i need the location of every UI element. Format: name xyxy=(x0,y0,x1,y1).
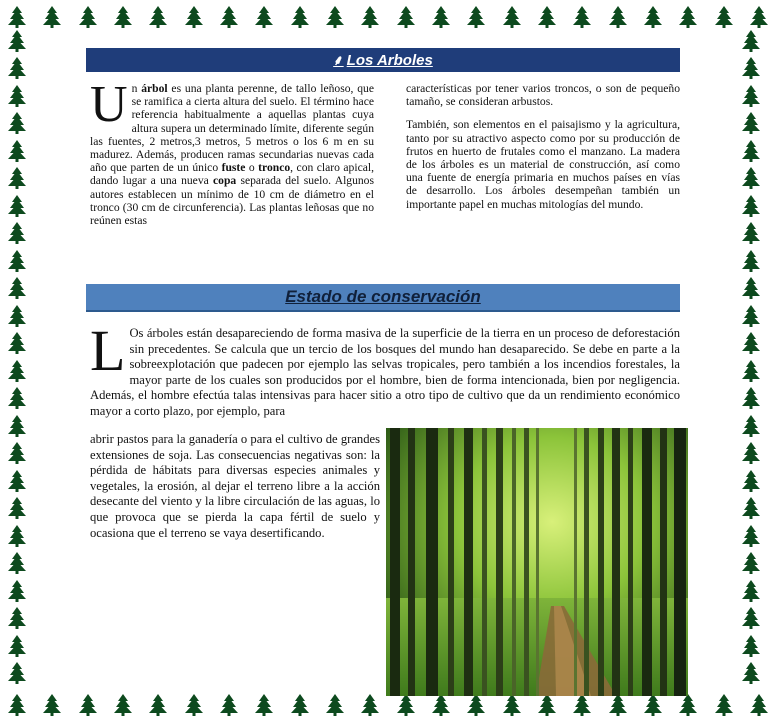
pine-tree-icon xyxy=(432,694,450,716)
pine-tree-icon xyxy=(8,442,26,464)
intro-text: es una planta perenne, de tallo leñoso, que se ramifica a cierta altura del suelo. El término hace referencia habitualmente a aquellas plantas cuya altura supera un determinado límite, diferente según las fuentes, 2 metros,3 metros, 5 metros o los 6 m en su madurez. Además, producen ramas secundarias nuevas cada año que parten de un único xyxy=(90,82,374,175)
intro-text: o xyxy=(245,161,259,175)
tree-trunk xyxy=(536,428,539,696)
pine-tree-icon xyxy=(185,694,203,716)
pine-tree-icon xyxy=(742,332,760,354)
pine-tree-icon xyxy=(291,6,309,28)
term-tronco: tronco xyxy=(258,161,291,175)
pine-tree-icon xyxy=(467,694,485,716)
tree-trunk xyxy=(574,428,577,696)
conservation-section xyxy=(90,318,680,420)
intro-paragraph-continued: características por tener varios troncos, o son de pequeño tamaño, se consideran arbustos. xyxy=(406,82,680,109)
conservation-paragraph xyxy=(90,318,680,420)
pine-tree-icon xyxy=(326,6,344,28)
pine-tree-icon xyxy=(8,112,26,134)
intro-paragraph xyxy=(90,76,374,228)
section-banner xyxy=(86,284,680,312)
intro-text: separada del suelo. Algunos autores establecen un mínimo de 10 cm de diámetro en el tronco (30 cm de circunferencia). Las plantas leñosas que no reúnen estas xyxy=(90,174,374,228)
tree-trunk xyxy=(390,428,400,696)
dropcap-l: L xyxy=(90,318,126,383)
pine-tree-icon xyxy=(715,6,733,28)
pine-tree-icon xyxy=(8,277,26,299)
pine-tree-icon xyxy=(742,635,760,657)
pine-tree-icon xyxy=(742,580,760,602)
pine-tree-icon xyxy=(43,6,61,28)
pine-tree-icon xyxy=(503,6,521,28)
pine-tree-icon xyxy=(220,694,238,716)
intro-column-right xyxy=(406,82,680,221)
pine-tree-icon xyxy=(8,167,26,189)
pine-tree-icon xyxy=(8,57,26,79)
pine-tree-icon xyxy=(43,694,61,716)
pine-tree-icon xyxy=(742,442,760,464)
pine-tree-icon xyxy=(8,387,26,409)
tree-trunk xyxy=(642,428,652,696)
pine-tree-icon xyxy=(397,6,415,28)
tree-trunk xyxy=(512,428,516,696)
pine-tree-icon xyxy=(715,694,733,716)
pine-tree-icon xyxy=(609,694,627,716)
conservation-continued xyxy=(90,432,380,541)
pine-tree-icon xyxy=(8,415,26,437)
pine-tree-icon xyxy=(742,662,760,684)
tree-trunk xyxy=(524,428,529,696)
tree-trunk xyxy=(426,428,438,696)
pine-tree-icon xyxy=(8,140,26,162)
pine-tree-icon xyxy=(185,6,203,28)
pine-tree-icon xyxy=(573,694,591,716)
pine-tree-icon xyxy=(538,6,556,28)
pine-tree-icon xyxy=(432,6,450,28)
pine-tree-icon xyxy=(742,552,760,574)
forest-path-photo xyxy=(386,428,688,696)
pine-tree-icon xyxy=(114,6,132,28)
pine-tree-icon xyxy=(644,694,662,716)
pine-tree-icon xyxy=(742,525,760,547)
pine-tree-icon xyxy=(679,6,697,28)
page-title: Los Arboles xyxy=(346,51,433,69)
border-top xyxy=(0,6,775,32)
tree-trunk xyxy=(464,428,473,696)
section-title: Estado de conservación xyxy=(285,287,481,306)
pine-tree-icon xyxy=(742,277,760,299)
pine-tree-icon xyxy=(114,694,132,716)
pine-tree-icon xyxy=(149,694,167,716)
pine-tree-icon xyxy=(644,6,662,28)
title-banner xyxy=(86,48,680,72)
pine-tree-icon xyxy=(742,415,760,437)
tree-icon: ⸙ xyxy=(333,51,344,68)
tree-trunk xyxy=(584,428,589,696)
pine-tree-icon xyxy=(8,607,26,629)
pine-tree-icon xyxy=(742,387,760,409)
intro-text: n xyxy=(131,82,142,95)
pine-tree-icon xyxy=(79,6,97,28)
pine-tree-icon xyxy=(8,635,26,657)
pine-tree-icon xyxy=(8,497,26,519)
pine-tree-icon xyxy=(8,332,26,354)
pine-tree-icon xyxy=(538,694,556,716)
tree-trunk xyxy=(612,428,620,696)
pine-tree-icon xyxy=(255,694,273,716)
pine-tree-icon xyxy=(742,195,760,217)
pine-tree-icon xyxy=(742,140,760,162)
pine-tree-icon xyxy=(742,57,760,79)
pine-tree-icon xyxy=(742,167,760,189)
tree-trunk xyxy=(628,428,633,696)
pine-tree-icon xyxy=(291,694,309,716)
pine-tree-icon xyxy=(8,222,26,244)
border-bottom xyxy=(0,694,775,720)
tree-trunk xyxy=(674,428,686,696)
pine-tree-icon xyxy=(8,552,26,574)
dropcap-u: U xyxy=(90,76,128,133)
border-right xyxy=(740,0,766,720)
border-left xyxy=(6,0,32,720)
intro-paragraph-2: También, son elementos en el paisajismo y la agricultura, tanto por su atractivo aspecto como por su producción de frutos en huerto de frutales como el manzano. La madera de los árboles es un material de construcción, así como una fuente de energía primaria en muchos países en vías de desarrollo. Los árboles desempeñan también un importante papel en muchas mitologías del mundo. xyxy=(406,118,680,211)
pine-tree-icon xyxy=(8,470,26,492)
tree-trunk xyxy=(448,428,454,696)
pine-tree-icon xyxy=(742,470,760,492)
tree-trunk xyxy=(660,428,667,696)
pine-tree-icon xyxy=(742,607,760,629)
tree-trunk xyxy=(482,428,487,696)
pine-tree-icon xyxy=(609,6,627,28)
conservation-text: Os árboles están desapareciendo de forma masiva de la superficie de la tierra en un proceso de deforestación sin precedentes. Se calcula que un tercio de los bosques del mundo han desaparecido. Se debe en parte a la sobreexplotación que padecen por ejemplo las selvas tropicales, pero también a los incendios forestales, la mayor parte de los cuales son producidos por el hombre, bien de forma intencionada, bien por negligencia. Además, el hombre efectúa talas intensivas para hacer sitio a otro tipo de cultivo que da un rendimiento económico mayor a corto plazo, por ejemplo, para xyxy=(90,326,680,418)
tree-trunk xyxy=(496,428,503,696)
intro-text: , con claro apical, dando lugar a una nueva xyxy=(90,161,374,188)
pine-tree-icon xyxy=(679,694,697,716)
forest-illustration xyxy=(386,428,688,696)
pine-tree-icon xyxy=(326,694,344,716)
pine-tree-icon xyxy=(397,694,415,716)
pine-tree-icon xyxy=(742,497,760,519)
pine-tree-icon xyxy=(8,525,26,547)
pine-tree-icon xyxy=(742,305,760,327)
pine-tree-icon xyxy=(220,6,238,28)
intro-column-left xyxy=(90,76,374,237)
pine-tree-icon xyxy=(8,30,26,52)
tree-trunk xyxy=(408,428,415,696)
pine-tree-icon xyxy=(361,694,379,716)
pine-tree-icon xyxy=(149,6,167,28)
pine-tree-icon xyxy=(573,6,591,28)
pine-tree-icon xyxy=(361,6,379,28)
pine-tree-icon xyxy=(8,195,26,217)
pine-tree-icon xyxy=(742,85,760,107)
conservation-text-2: abrir pastos para la ganadería o para el cultivo de grandes extensiones de soja. Las consecuencias negativas son: la pérdida de hábitats para diversas especies animales y vegetales, la erosión, al dejar el terreno libre a la acción desecante del viento y la libre circulación de las aguas, lo que provoca que se pierda la capa fértil de suelo y ocasiona que el terreno se vaya desertificando. xyxy=(90,432,380,540)
pine-tree-icon xyxy=(79,694,97,716)
term-arbol: árbol xyxy=(141,82,168,95)
term-fuste: fuste xyxy=(221,161,246,175)
pine-tree-icon xyxy=(742,250,760,272)
tree-trunk xyxy=(598,428,604,696)
pine-tree-icon xyxy=(503,694,521,716)
pine-tree-icon xyxy=(742,360,760,382)
pine-tree-icon xyxy=(255,6,273,28)
pine-tree-icon xyxy=(8,85,26,107)
term-copa: copa xyxy=(213,174,237,188)
pine-tree-icon xyxy=(742,112,760,134)
pine-tree-icon xyxy=(467,6,485,28)
pine-tree-icon xyxy=(8,360,26,382)
pine-tree-icon xyxy=(8,305,26,327)
pine-tree-icon xyxy=(742,222,760,244)
pine-tree-icon xyxy=(742,30,760,52)
pine-tree-icon xyxy=(8,250,26,272)
pine-tree-icon xyxy=(8,580,26,602)
pine-tree-icon xyxy=(8,662,26,684)
